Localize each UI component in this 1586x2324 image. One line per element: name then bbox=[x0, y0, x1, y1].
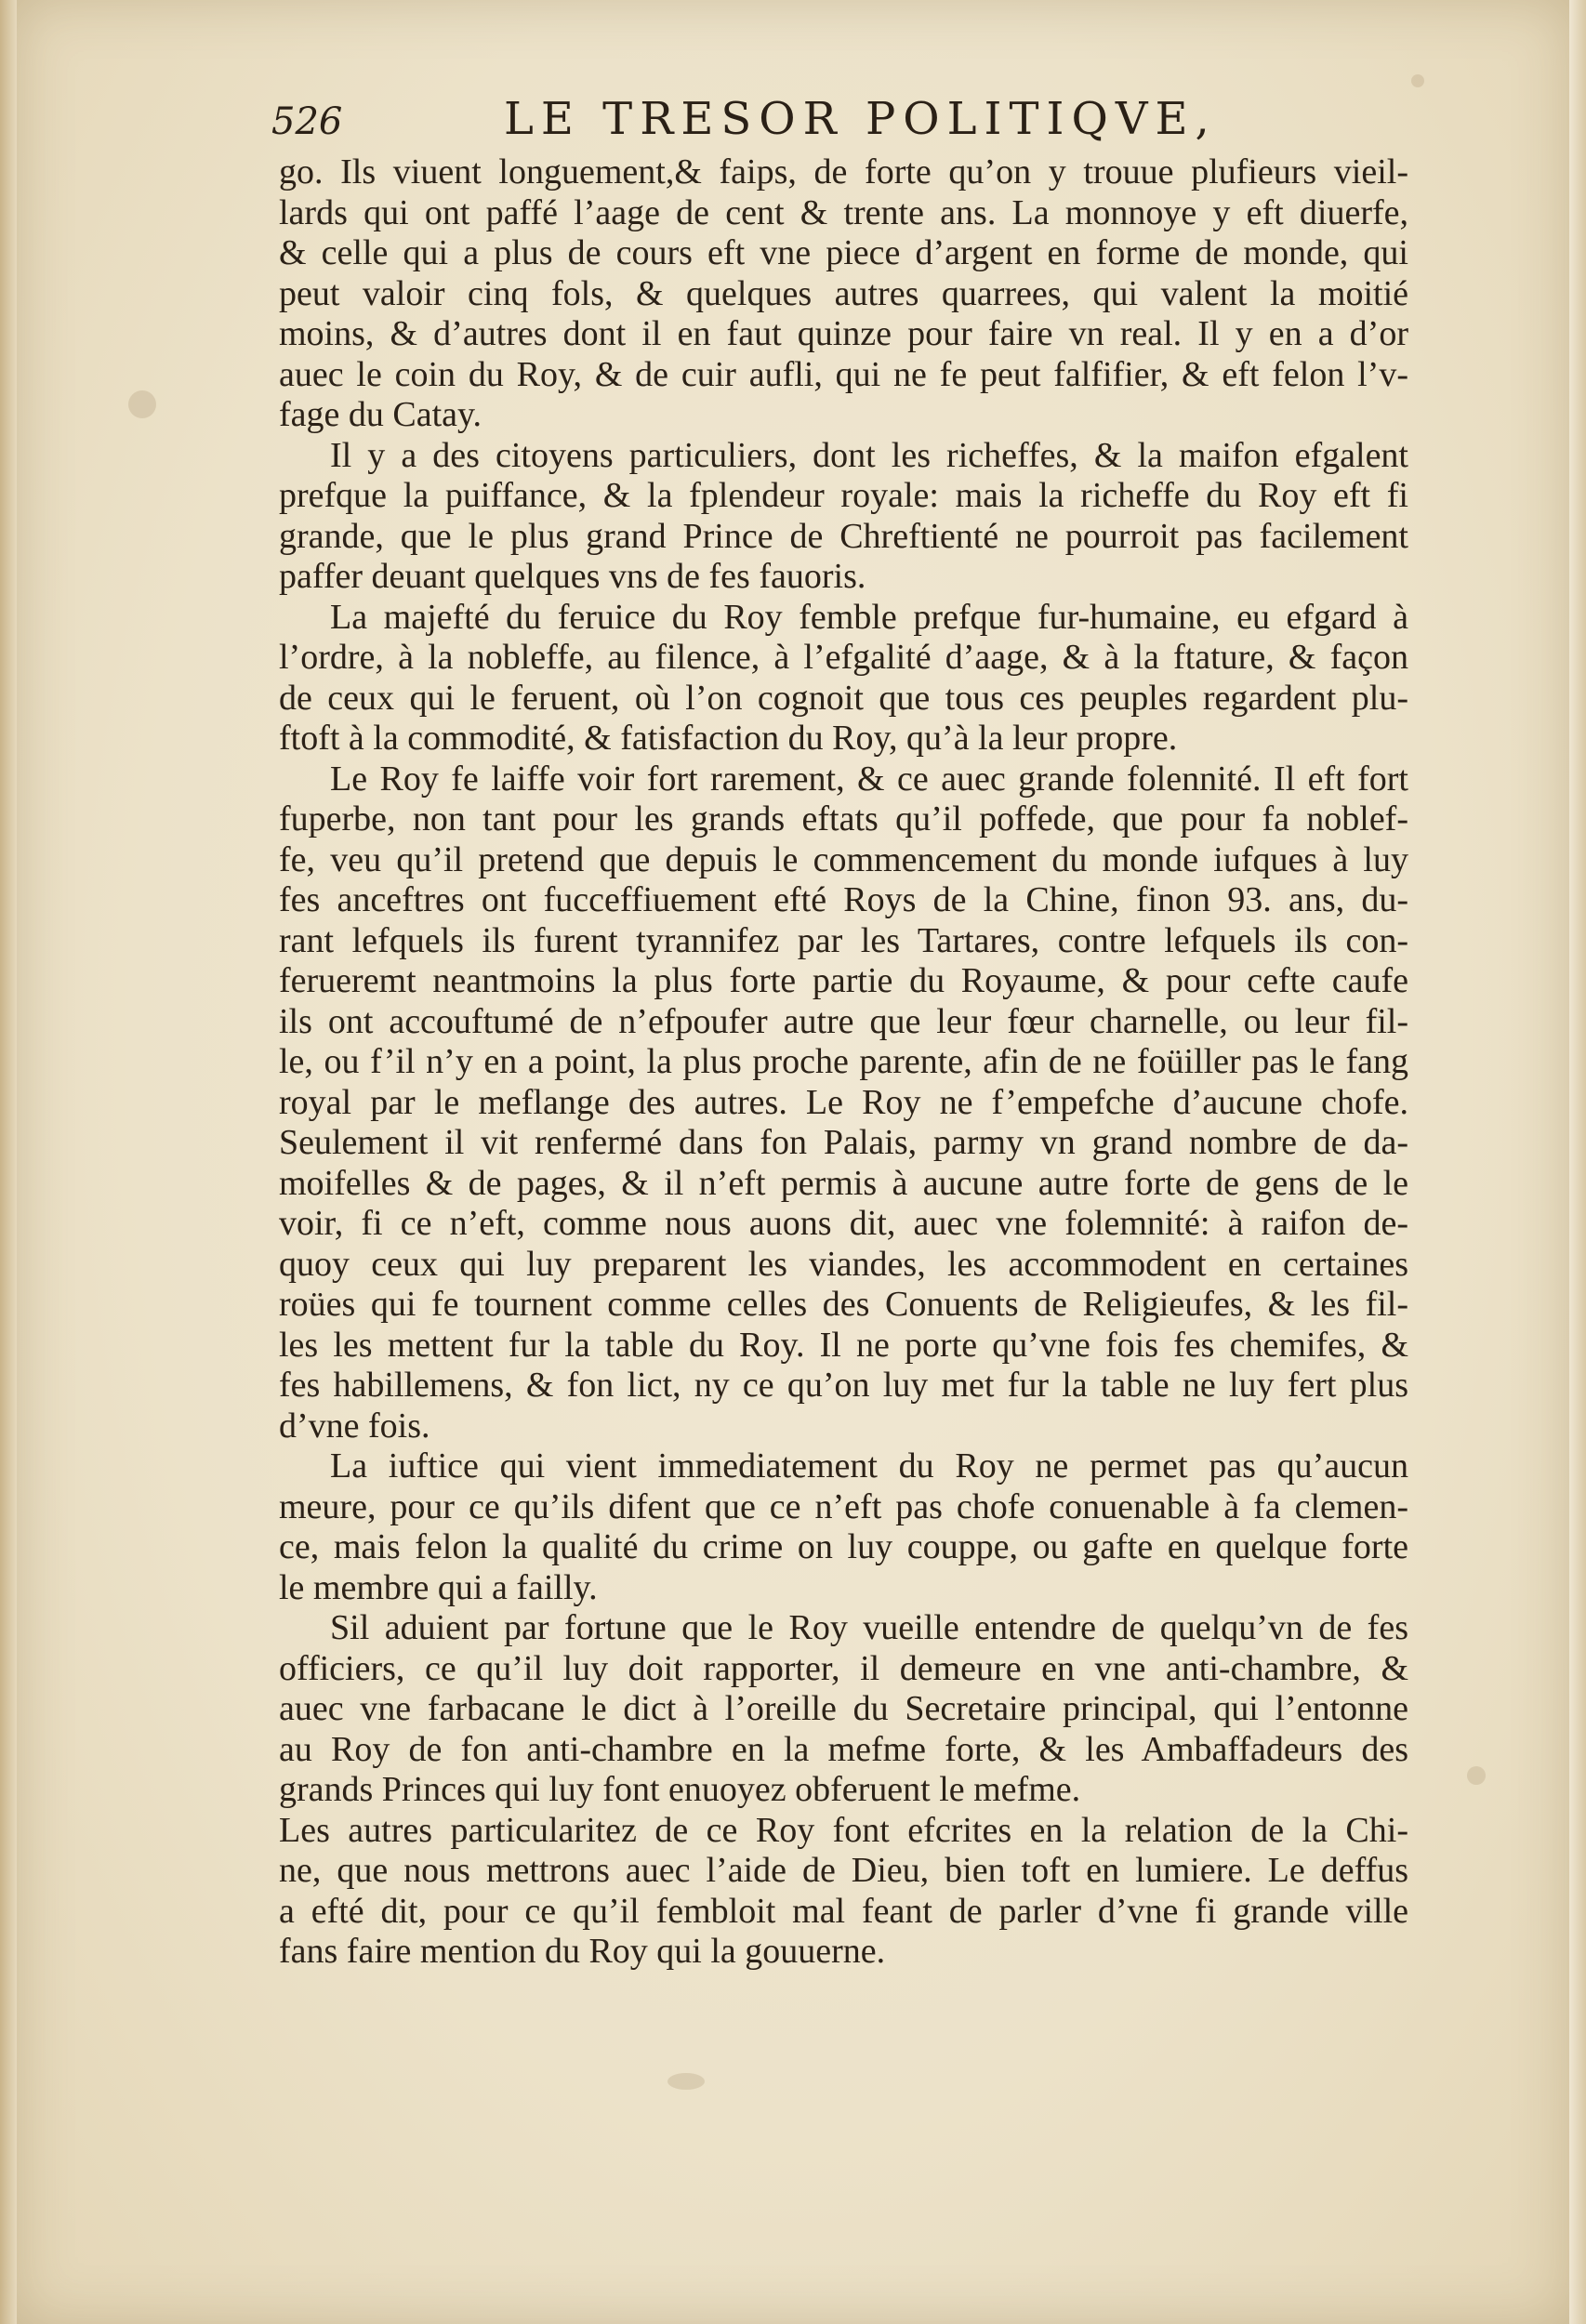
body-text bbox=[279, 152, 1408, 1973]
text-line: Il y a des citoyens particuliers, dont les richeffes, & la maifon efgalent bbox=[330, 435, 1408, 475]
text-line: auec le coin du Roy, & de cuir aufli, qui ne fe peut falfifier, & eft felon l’v- bbox=[279, 354, 1408, 394]
page-edge-right bbox=[1569, 0, 1586, 2324]
page-header bbox=[271, 93, 1248, 149]
page-edge-left bbox=[0, 0, 17, 2324]
text-line: ne, que nous mettrons auec l’aide de Dieu, bien toft en lumiere. Le deffus bbox=[279, 1851, 1408, 1890]
text-line: & celle qui a plus de cours eft vne piece d’argent en forme de monde, qui bbox=[279, 233, 1408, 272]
page-number: 526 bbox=[271, 100, 343, 143]
text-line: roües qui fe tournent comme celles des Conuents de Religieufes, & les fil- bbox=[279, 1285, 1408, 1324]
text-line: fage du Catay. bbox=[279, 395, 482, 434]
text-line: grands Princes qui luy font enuoyez obferuent le mefme. bbox=[279, 1770, 1081, 1809]
text-line: officiers, ce qu’il luy doit rapporter, il demeure en vne anti-chambre, & bbox=[279, 1648, 1408, 1688]
text-line: rant lefquels ils furent tyrannifez par les Tartares, contre lefquels ils con- bbox=[279, 920, 1408, 960]
text-line: de ceux qui le feruent, où l’on cognoit que tous ces peuples regardent plu- bbox=[279, 678, 1408, 718]
paper-stain bbox=[1467, 1766, 1486, 1785]
text-line: les les mettent fur la table du Roy. Il ne porte qu’vne fois fes chemifes, & bbox=[279, 1325, 1408, 1365]
text-line: Les autres particularitez de ce Roy font efcrites en la relation de la Chi- bbox=[279, 1810, 1408, 1850]
text-line: fe, veu qu’il pretend que depuis le commencement du monde iufques à luy bbox=[279, 839, 1408, 879]
text-line: l’ordre, à la nobleffe, au filence, à l’efgalité d’aage, & à la ftature, & façon bbox=[279, 638, 1408, 677]
text-line: Le Roy fe laiffe voir fort rarement, & ce auec grande folennité. Il eft fort bbox=[330, 759, 1408, 799]
text-line: La iuftice qui vient immediatement du Roy ne permet pas qu’aucun bbox=[330, 1446, 1408, 1486]
text-line: go. Ils viuent longuement,& faips, de forte qu’on y trouue plufieurs vieil- bbox=[279, 152, 1408, 191]
text-line: moifelles & de pages, & il n’eft permis à aucune autre forte de gens de le bbox=[279, 1163, 1408, 1203]
text-line: d’vne fois. bbox=[279, 1406, 430, 1446]
text-line: quoy ceux qui luy preparent les viandes, les accommodent en certaines bbox=[279, 1244, 1408, 1284]
text-line: fes anceftres ont fucceffiuement efté Roys de la Chine, finon 93. ans, du- bbox=[279, 880, 1408, 919]
text-line: paffer deuant quelques vns de fes fauoris. bbox=[279, 557, 866, 596]
text-line: meure, pour ce qu’ils difent que ce n’eft pas chofe conuenable à fa clemen- bbox=[279, 1486, 1408, 1526]
text-line: fuperbe, non tant pour les grands eftats qu’il poffede, que pour fa noblef- bbox=[279, 799, 1408, 838]
paper-stain bbox=[128, 390, 156, 418]
text-line: royal par le meflange des autres. Le Roy ne f’empefche d’aucune chofe. bbox=[279, 1082, 1408, 1122]
text-line: ils ont accouftumé de n’efpoufer autre que leur fœur charnelle, ou leur fil- bbox=[279, 1001, 1408, 1041]
text-line: ftoft à la commodité, & fatisfaction du Roy, qu’à la leur propre. bbox=[279, 719, 1178, 758]
text-line: au Roy de fon anti-chambre en la mefme forte, & les Ambaffadeurs des bbox=[279, 1729, 1408, 1769]
running-title: LE TRESOR POLITIQVE, bbox=[504, 93, 1217, 145]
text-line: grande, que le plus grand Prince de Chreftienté ne pourroit pas facilement bbox=[279, 516, 1408, 556]
text-line: peut valoir cinq fols, & quelques autres quarrees, qui valent la moitié bbox=[279, 273, 1408, 313]
text-line: La majefté du feruice du Roy femble prefque fur-humaine, eu efgard à bbox=[330, 597, 1408, 637]
text-line: le membre qui a failly. bbox=[279, 1567, 598, 1607]
text-line: prefque la puiffance, & la fplendeur royale: mais la richeffe du Roy eft fi bbox=[279, 476, 1408, 515]
text-line: ce, mais felon la qualité du crime on luy couppe, ou gafte en quelque forte bbox=[279, 1527, 1408, 1566]
text-line: ferueremt neantmoins la plus forte partie du Royaume, & pour cefte caufe bbox=[279, 961, 1408, 1000]
text-line: Sil aduient par fortune que le Roy vueille entendre de quelqu’vn de fes bbox=[330, 1608, 1408, 1647]
text-line: Seulement il vit renfermé dans fon Palais, parmy vn grand nombre de da- bbox=[279, 1123, 1408, 1162]
text-line: voir, fi ce n’eft, comme nous auons dit, auec vne folemnité: à raifon de- bbox=[279, 1204, 1408, 1243]
text-line: auec vne farbacane le dict à l’oreille du Secretaire principal, qui l’entonne bbox=[279, 1689, 1408, 1728]
text-line: fans faire mention du Roy qui la gouuerne. bbox=[279, 1932, 886, 1971]
text-line: a efté dit, pour ce qu’il fembloit mal feant de parler d’vne fi grande ville bbox=[279, 1891, 1408, 1931]
paper-stain bbox=[1411, 74, 1424, 87]
paper-stain bbox=[667, 2073, 705, 2090]
text-line: le, ou f’il n’y en a point, la plus proche parente, afin de ne foüiller pas le fang bbox=[279, 1042, 1408, 1081]
text-line: moins, & d’autres dont il en faut quinze pour faire vn real. Il y en a d’or bbox=[279, 314, 1408, 353]
text-line: lards qui ont paffé l’aage de cent & trente ans. La monnoye y eft diuerfe, bbox=[279, 192, 1408, 232]
text-line: fes habillemens, & fon lict, ny ce qu’on luy met fur la table ne luy fert plus bbox=[279, 1366, 1408, 1405]
